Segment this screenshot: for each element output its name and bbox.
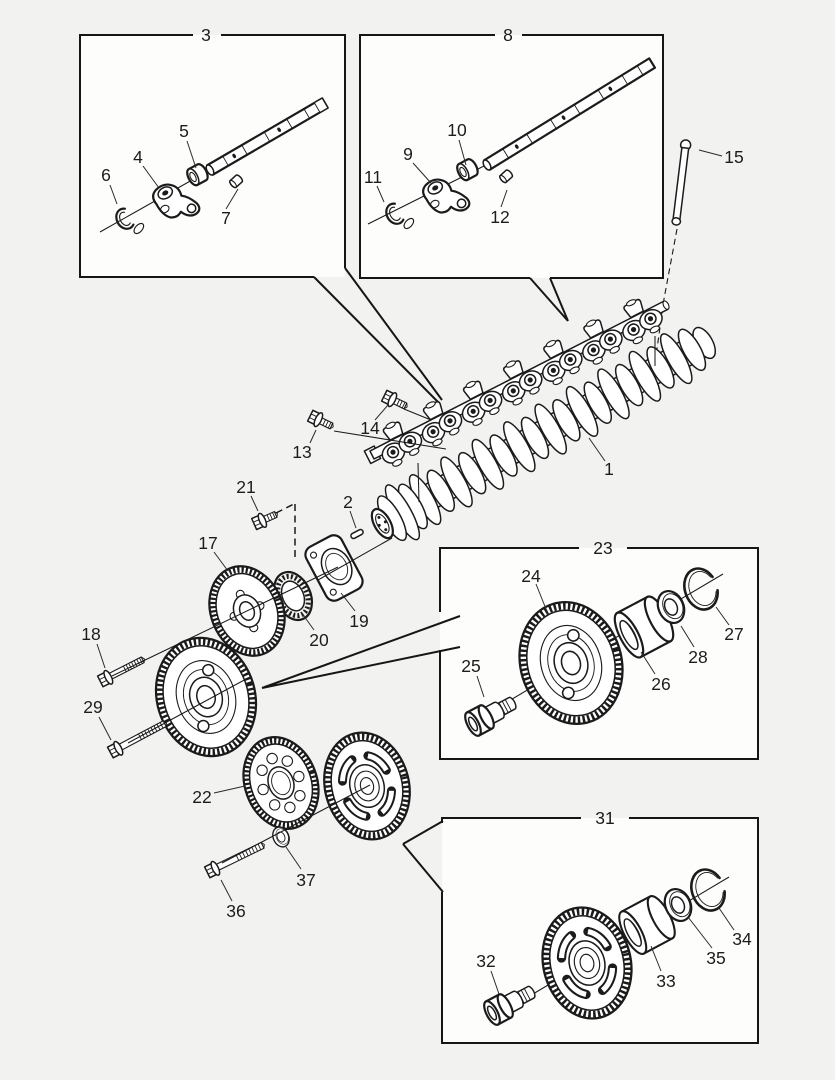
callout-4: 4 — [133, 147, 143, 167]
callout-17: 17 — [198, 533, 218, 553]
callout-15: 15 — [724, 147, 744, 167]
callout-27: 27 — [724, 624, 744, 644]
callout-26: 26 — [651, 674, 671, 694]
callout-8: 8 — [503, 25, 513, 45]
callout-3: 3 — [201, 25, 211, 45]
callout-21: 21 — [236, 477, 256, 497]
callout-12: 12 — [490, 207, 510, 227]
detail-box-31 — [403, 818, 758, 1043]
callout-11: 11 — [363, 167, 383, 187]
callout-28: 28 — [688, 647, 708, 667]
callout-19: 19 — [349, 611, 369, 631]
callout-33: 33 — [656, 971, 676, 991]
callout-20: 20 — [309, 630, 329, 650]
callout-37: 37 — [296, 870, 316, 890]
callout-9: 9 — [403, 144, 413, 164]
callout-35: 35 — [706, 948, 726, 968]
callout-1: 1 — [604, 459, 614, 479]
callout-23: 23 — [593, 538, 613, 558]
callout-22: 22 — [192, 787, 212, 807]
callout-36: 36 — [226, 901, 246, 921]
callout-24: 24 — [521, 566, 541, 586]
callout-13: 13 — [292, 442, 312, 462]
callout-31: 31 — [595, 808, 615, 828]
callout-18: 18 — [81, 624, 101, 644]
callout-32: 32 — [476, 951, 496, 971]
callout-6: 6 — [101, 165, 111, 185]
callout-5: 5 — [179, 121, 189, 141]
callout-14: 14 — [360, 418, 380, 438]
callout-7: 7 — [221, 208, 231, 228]
callout-34: 34 — [732, 929, 752, 949]
callout-29: 29 — [83, 697, 103, 717]
callout-2: 2 — [343, 492, 353, 512]
callout-25: 25 — [461, 656, 481, 676]
detail-box-8 — [360, 35, 663, 321]
callout-10: 10 — [447, 120, 467, 140]
